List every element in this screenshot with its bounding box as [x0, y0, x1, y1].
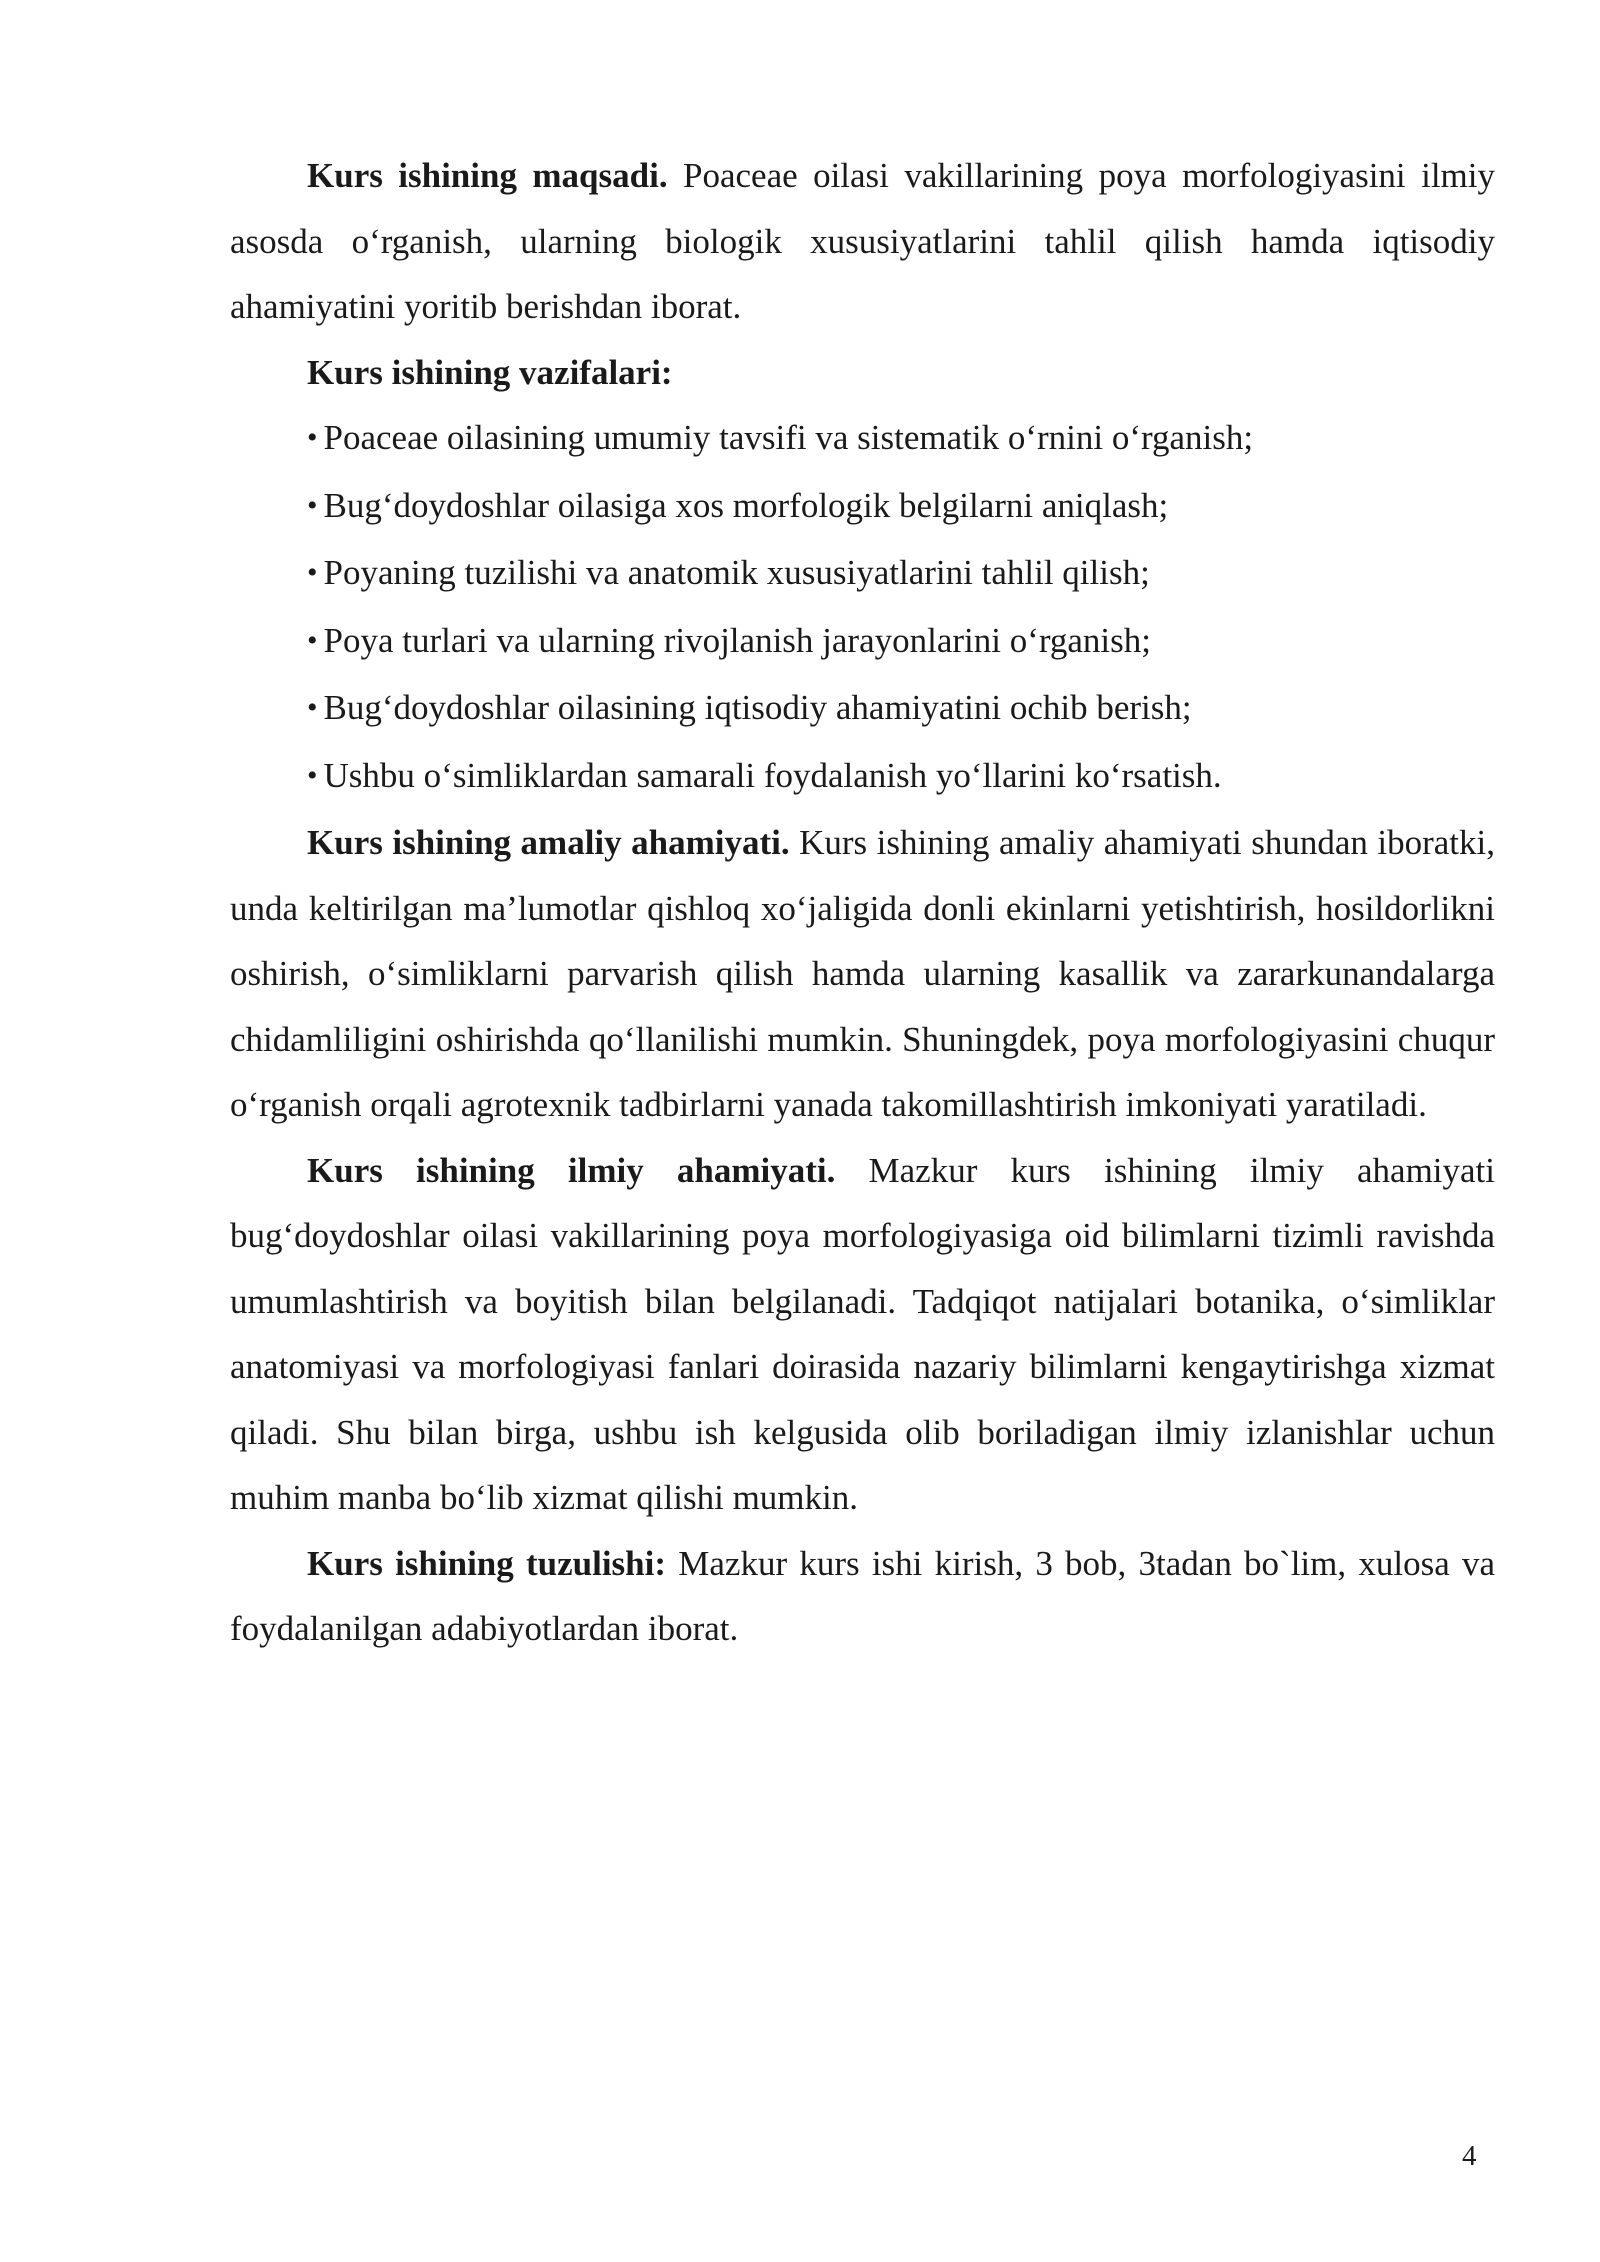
scientific-paragraph [230, 1138, 1495, 1531]
document-page [230, 143, 1495, 1662]
structure-text: Mazkur kurs ishi kirish, 3 bob, 3tadan bo`lim, xulosa va foydalanilgan adabiyotlardan iborat. [230, 1543, 1495, 1648]
list-item [230, 473, 1495, 541]
list-item-text: Bug‘doydoshlar oilasining iqtisodiy ahamiyatini ochib berish; [323, 688, 1192, 727]
tasks-heading: Kurs ishining vazifalari: [307, 352, 673, 392]
page-number: 4 [1462, 2140, 1477, 2172]
list-item [230, 675, 1495, 743]
list-item-text: Poyaning tuzilishi va anatomik xususiyatlarini tahlil qilish; [323, 553, 1150, 592]
goal-paragraph [230, 143, 1495, 340]
list-item-text: Poaceae oilasining umumiy tavsifi va sistematik o‘rnini o‘rganish; [323, 418, 1254, 457]
bullet-icon: • [307, 623, 318, 657]
practical-text: Kurs ishining amaliy ahamiyati shundan iboratki, unda keltirilgan ma’lumotlar qishloq xo‘jaligida donli ekinlarni yetishtirish, hosildorlikni oshirish, o‘simliklarni parvarish qilish hamda ularning kasallik va zararkunandalarga chidamliligini oshirishda qo‘llanilishi mumkin. Shuningdek, poya morfologiyasini chuqur o‘rganish orqali agrotexnik tadbirlarni yanada takomillashtirish imkoniyati yaratiladi. [230, 823, 1495, 1124]
bullet-icon: • [307, 758, 318, 792]
list-item [230, 608, 1495, 676]
list-item-text: Ushbu o‘simliklardan samarali foydalanish yo‘llarini ko‘rsatish. [323, 755, 1222, 795]
goal-text: Poaceae oilasi vakillarining poya morfologiyasini ilmiy asosda o‘rganish, ularning biologik xususiyatlarini tahlil qilish hamda iqtisodiy ahamiyatini yoritib berishdan iborat. [230, 156, 1495, 326]
structure-title: Kurs ishining tuzulishi: [307, 1543, 667, 1583]
bullet-icon: • [307, 488, 318, 522]
bullet-icon: • [307, 691, 318, 724]
scientific-title: Kurs ishining ilmiy ahamiyati. [307, 1150, 836, 1190]
tasks-list [230, 405, 1495, 810]
bullet-icon: • [307, 556, 318, 589]
list-item-text: Poya turlari va ularning rivojlanish jarayonlarini o‘rganish; [323, 620, 1152, 660]
list-item [230, 540, 1495, 608]
list-item-text: Bug‘doydoshlar oilasiga xos morfologik belgilarni aniqlash; [323, 485, 1169, 525]
goal-title: Kurs ishining maqsadi. [307, 156, 668, 195]
structure-paragraph [230, 1531, 1495, 1662]
list-item [230, 743, 1495, 811]
list-item [230, 405, 1495, 473]
bullet-icon: • [307, 421, 318, 454]
scientific-text: Mazkur kurs ishining ilmiy ahamiyati bug‘doydoshlar oilasi vakillarining poya morfologiyasiga oid bilimlarni tizimli ravishda umumlashtirish va boyitish bilan belgilanadi. Tadqiqot natijalari botanika, o‘simliklar anatomiyasi va morfologiyasi fanlari doirasida nazariy bilimlarni kengaytirishga xizmat qiladi. Shu bilan birga, ushbu ish kelgusida olib boriladigan ilmiy izlanishlar uchun muhim manba bo‘lib xizmat qilishi mumkin. [230, 1150, 1495, 1517]
practical-paragraph [230, 810, 1495, 1138]
practical-title: Kurs ishining amaliy ahamiyati. [307, 823, 790, 862]
